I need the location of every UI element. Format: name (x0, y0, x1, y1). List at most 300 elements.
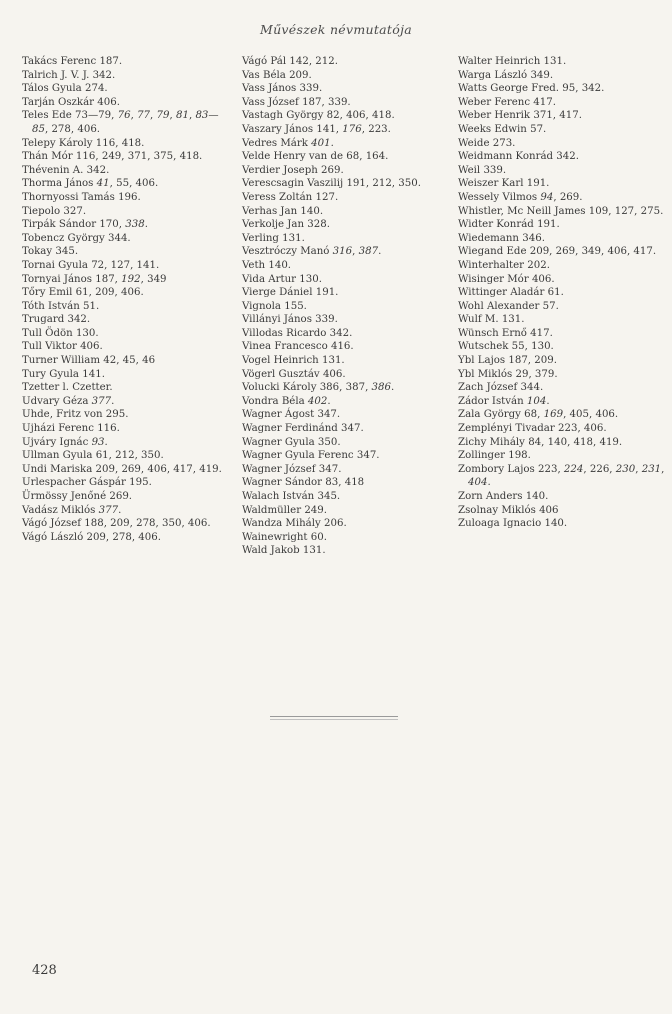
page-ref: 249. (304, 504, 328, 516)
entry-page-refs (311, 532, 327, 543)
entry-name: Trugard (22, 314, 65, 326)
page-ref-italic: 386 (371, 382, 391, 394)
page-ref-italic: 231 (641, 463, 662, 475)
index-entry (242, 340, 452, 354)
page-ref: 131. (282, 232, 305, 244)
entry-page-refs (543, 301, 559, 312)
entry-name: Velde Henry van de (242, 151, 344, 163)
page-ref: 349. (530, 69, 554, 81)
entry-page-refs (108, 233, 131, 244)
page-ref: 51. (83, 300, 100, 312)
page-ref: 223, (538, 463, 564, 475)
page-ref-italic: 404 (468, 477, 488, 489)
index-entry (22, 395, 232, 409)
page-ref: 155. (284, 300, 307, 312)
index-entry (458, 436, 670, 450)
page-ref: 417. (533, 96, 556, 108)
index-entry (22, 531, 232, 545)
page-ref-italic: 104 (526, 395, 547, 407)
entry-page-refs (333, 246, 382, 257)
entry-name: Takács Ferenc (22, 56, 97, 67)
index-entry (242, 55, 452, 69)
index-entry (22, 232, 232, 246)
index-entry (242, 245, 452, 259)
entry-page-refs (483, 165, 506, 176)
index-entry (242, 205, 452, 219)
page-ref: . (378, 246, 382, 258)
entry-name: Warga László (458, 69, 528, 81)
page-ref: 295. (105, 409, 129, 421)
entry-page-refs (307, 219, 330, 230)
entry-page-refs (530, 124, 546, 135)
index-entry (242, 490, 452, 504)
entry-name: Widter Konrád (458, 219, 534, 231)
index-entry (242, 150, 452, 164)
entry-name: Zach József (458, 382, 518, 394)
page-ref: 386, 387, (319, 382, 372, 394)
page-ref: 342. (329, 327, 353, 339)
entry-page-refs (82, 369, 105, 380)
entry-page-refs (76, 151, 202, 162)
entry-name: Wiedemann (458, 232, 519, 244)
entry-page-refs (106, 409, 129, 420)
entry-page-refs (76, 328, 99, 339)
page-ref: 61, 212, 350. (95, 450, 164, 462)
entry-name: Weiszer Karl (458, 178, 524, 190)
page-ref: 209, 269, 406, 417, 419. (95, 463, 222, 475)
entry-name: Tobencz György (22, 232, 105, 244)
entry-name: Thornyossi Tamás (22, 191, 115, 203)
index-entry (458, 123, 670, 137)
entry-page-refs (99, 219, 148, 230)
entry-page-refs (330, 328, 353, 339)
page-ref: 61, 209, 406. (75, 287, 144, 299)
index-entry (22, 273, 232, 287)
page-ref: , 405, 406. (563, 409, 619, 421)
page-ref: 191. (315, 287, 339, 299)
index-entry (458, 273, 670, 287)
entry-page-refs (289, 56, 338, 67)
index-entry (458, 96, 670, 110)
page-ref: 82, 406, 418. (326, 110, 395, 122)
entry-page-refs (93, 70, 116, 81)
entry-name: Tornai Gyula (22, 259, 88, 271)
page-ref: 347. (356, 450, 380, 462)
index-entry (458, 395, 670, 409)
entry-name: Walach István (242, 491, 315, 502)
entry-name: Thévenin A. (22, 164, 84, 176)
page-ref: 57. (542, 300, 559, 312)
page-ref-italic: 94 (540, 191, 554, 203)
page-ref-italic: 169 (543, 409, 564, 421)
index-entry (458, 408, 670, 422)
page-ref: 417. (530, 327, 553, 339)
page-ref: 68, 164. (346, 151, 389, 163)
index-entry (458, 137, 670, 151)
page-ref: 339. (483, 164, 507, 176)
entry-page-refs (320, 382, 395, 393)
index-entry (22, 354, 232, 368)
entry-page-refs (556, 151, 579, 162)
page-ref: 187, 209. (508, 355, 557, 367)
page-ref: , 278, 406. (44, 123, 101, 135)
entry-page-refs (544, 518, 567, 529)
page-ref-italic: 230 (615, 463, 636, 475)
entry-name: Wittinger Aladár (458, 287, 545, 299)
entry-name: Thorma János (22, 178, 94, 190)
entry-name: Vedres Márk (242, 137, 308, 149)
page-ref: 116, 418. (95, 137, 145, 149)
page-ref-italic: 41 (96, 178, 110, 190)
page-ref-italic: 401 (311, 137, 331, 149)
entry-page-refs (508, 355, 557, 366)
entry-name: Vierge Dániel (242, 287, 313, 299)
entry-name: Tőry Emil (22, 287, 73, 299)
page-ref: 84, 140, 418, 419. (528, 436, 623, 448)
entry-name: Teles Ede (22, 110, 72, 122)
index-entry (242, 109, 452, 123)
page-ref: 55, 130. (511, 341, 554, 353)
page-ref-italic: 192 (121, 273, 141, 285)
entry-page-refs (96, 138, 145, 149)
index-entry (242, 273, 452, 287)
page-ref-italic: 377 (98, 504, 119, 516)
index-entry (242, 259, 452, 273)
entry-page-refs (85, 83, 108, 94)
page-ref: 342. (92, 69, 116, 81)
page-ref: , 269. (553, 191, 583, 203)
entry-page-refs (527, 178, 550, 189)
page-ref-italic: 79 (156, 110, 170, 122)
entry-name: Villányi János (242, 314, 312, 326)
entry-page-refs (299, 274, 322, 285)
index-entry (242, 422, 452, 436)
entry-page-refs (324, 518, 347, 529)
entry-page-refs (502, 314, 525, 325)
entry-name: Weber Ferenc (458, 96, 531, 108)
entry-page-refs (316, 124, 391, 135)
entry-name: Wohl Alexander (458, 300, 540, 312)
index-entry (458, 463, 670, 490)
index-entry (458, 191, 670, 205)
entry-page-refs (91, 260, 159, 271)
page-ref: . (111, 395, 115, 407)
entry-page-refs (99, 505, 122, 516)
index-entry (22, 368, 232, 382)
entry-page-refs (532, 274, 555, 285)
entry-name: Wagner Sándor (242, 477, 323, 489)
page-ref: 187, 339. (302, 96, 351, 108)
index-entry (22, 218, 232, 232)
index-entry (22, 150, 232, 164)
entry-page-refs (99, 56, 122, 67)
entry-name: Zádor István (458, 395, 524, 407)
entry-name: Volucki Károly (242, 382, 317, 394)
entry-name: Veress Zoltán (242, 191, 313, 203)
entry-page-refs (282, 233, 305, 244)
entry-name: Vogel Heinrich (242, 355, 319, 367)
index-entry (458, 164, 670, 178)
entry-name: Ybl Miklós (458, 368, 513, 380)
page-ref: 346. (522, 232, 545, 244)
page-ref: 406 (539, 504, 559, 516)
entry-name: Wünsch Ernő (458, 327, 527, 339)
page-ref: 83, 418 (325, 477, 365, 489)
entry-page-refs (533, 110, 582, 121)
page-ref: 116, 249, 371, 375, 418. (75, 151, 203, 163)
page-ref: , 349 (140, 273, 167, 285)
entry-name: Vágó Pál (242, 56, 287, 67)
index-entry (22, 436, 232, 450)
index-entry (458, 259, 670, 273)
page-number: 428 (32, 963, 57, 978)
page-ref: 72, 127, 141. (91, 259, 160, 271)
index-entry (458, 286, 670, 300)
entry-name: Ürmössy Jenőné (22, 491, 107, 502)
page-ref: 350. (317, 436, 341, 448)
entry-page-refs (96, 450, 164, 461)
page-ref: 209, 269, 349, 406, 417. (529, 246, 657, 258)
entry-name: Vögerl Gusztáv (242, 368, 320, 380)
index-entry (22, 164, 232, 178)
entry-page-refs (84, 518, 210, 529)
entry-page-refs (515, 369, 557, 380)
page-ref: 209. (289, 69, 312, 81)
entry-page-refs (530, 246, 656, 257)
entry-page-refs (95, 274, 166, 285)
page-ref: 73—79, (75, 110, 118, 122)
index-entry (22, 449, 232, 463)
entry-page-refs (539, 505, 558, 516)
entry-name: Tull Ödön (22, 327, 73, 339)
entry-name: Vaszary János (242, 123, 314, 135)
index-entry (22, 327, 232, 341)
entry-name: Zemplényi Tivadar (458, 423, 555, 435)
page-ref-italic: 76 (117, 110, 131, 122)
page-ref: 206. (324, 518, 347, 530)
entry-page-refs (544, 56, 567, 67)
page-ref: 130. (299, 273, 322, 285)
index-entry (22, 259, 232, 273)
entry-name: Zsolnay Miklós (458, 504, 536, 516)
entry-page-refs (346, 178, 421, 189)
entry-name: Winterhalter (458, 259, 524, 271)
page-ref: 109, 127, 275. (588, 205, 664, 217)
index-entry (458, 340, 670, 354)
index-entry (242, 463, 452, 477)
entry-name: Verkolje Jan (242, 219, 305, 231)
index-entry (242, 436, 452, 450)
entry-name: Tury Gyula (22, 368, 80, 380)
entry-name: Vondra Béla (242, 395, 305, 407)
entry-page-refs (92, 437, 108, 448)
entry-name: Tzetter l. Czetter. (22, 382, 113, 394)
entry-page-refs (508, 450, 531, 461)
page-ref: 274. (84, 83, 108, 95)
entry-name: Uhde, Fritz von (22, 409, 103, 421)
page-ref-italic: 81 (175, 110, 189, 122)
entry-name: Wagner József (242, 463, 316, 475)
entry-name: Wagner Gyula (242, 436, 315, 448)
entry-name: Wisinger Mór (458, 273, 529, 285)
entry-page-refs (315, 314, 338, 325)
entry-name: Vesztróczy Manó (242, 246, 330, 258)
index-entry (242, 218, 452, 232)
entry-name: Vinea Francesco (242, 341, 328, 353)
entry-page-refs (129, 477, 152, 488)
entry-page-refs (528, 437, 622, 448)
entry-page-refs (303, 545, 326, 556)
page-ref: 406. (531, 273, 555, 285)
index-entry (22, 177, 232, 191)
entry-name: Ujházi Ferenc (22, 423, 94, 435)
entry-page-refs (341, 423, 364, 434)
index-entry (22, 381, 232, 395)
page-ref: 345. (55, 246, 79, 258)
entry-page-refs (558, 423, 607, 434)
page-ref: 344. (520, 382, 544, 394)
index-entry (458, 449, 670, 463)
page-ref: 345. (317, 491, 341, 502)
entry-name: Vadász Miklós (22, 504, 96, 516)
entry-page-refs (548, 287, 564, 298)
entry-name: Vida Artur (242, 273, 297, 285)
page-ref: . (327, 395, 331, 407)
entry-page-refs (357, 450, 380, 461)
entry-page-refs (589, 206, 664, 217)
page-ref-italic: 377 (91, 395, 112, 407)
page-ref: 42, 45, 46 (103, 355, 156, 367)
index-entry (458, 69, 670, 83)
page-ref: 131. (501, 314, 525, 326)
entry-page-refs (540, 192, 582, 203)
page-ref: 196. (118, 191, 141, 203)
index-entry (458, 232, 670, 246)
entry-page-refs (562, 83, 604, 94)
page-ref: 269. (321, 164, 344, 176)
entry-page-refs (103, 355, 155, 366)
page-ref: 60. (310, 531, 327, 543)
entry-name: Wainewright (242, 531, 308, 543)
index-entry (458, 327, 670, 341)
page-ref-italic: 224 (563, 463, 584, 475)
page-ref: . (144, 219, 148, 231)
page-ref: 342. (86, 164, 110, 176)
entry-page-refs (87, 165, 110, 176)
index-entry (458, 218, 670, 232)
entry-page-refs (118, 192, 141, 203)
index-entry (22, 137, 232, 151)
entry-name: Talrich J. V. J. (22, 69, 90, 81)
page-ref: 273. (492, 137, 516, 149)
index-entry (22, 69, 232, 83)
entry-name: Ullman Gyula (22, 450, 93, 462)
entry-name: Tornyai János (22, 273, 92, 285)
index-column-3 (458, 55, 670, 531)
page-ref: 406. (80, 341, 103, 353)
entry-name: Vágó László (22, 531, 84, 543)
page-ref: , (661, 463, 665, 475)
page-ref: 223, 406. (558, 423, 607, 435)
index-entry (22, 313, 232, 327)
index-entry (458, 422, 670, 436)
entry-page-refs (268, 260, 291, 271)
page-ref: 344. (107, 232, 131, 244)
index-entry (458, 368, 670, 382)
end-rule-second (270, 719, 398, 720)
entry-page-refs (97, 97, 120, 108)
entry-name: Tull Viktor (22, 341, 77, 353)
entry-name: Tokay (22, 246, 53, 258)
index-entry (242, 544, 452, 558)
entry-name: Vignola (242, 300, 281, 312)
page-ref: 187, (95, 273, 122, 285)
page-ref: . (104, 436, 108, 448)
entry-name: Wandza Mihály (242, 518, 321, 530)
index-entry (22, 205, 232, 219)
index-entry (458, 300, 670, 314)
index-entry (242, 82, 452, 96)
page-ref: , 223. (361, 123, 391, 135)
entry-page-refs (318, 437, 341, 448)
index-entry (22, 490, 232, 504)
page-ref: 57. (530, 123, 547, 135)
page-ref: . (391, 382, 395, 394)
page-ref-italic: 83—85 (32, 110, 219, 135)
index-entry (242, 177, 452, 191)
entry-name: Vastagh György (242, 110, 324, 122)
entry-name: Watts George Fred. (458, 83, 559, 95)
entry-page-refs (527, 260, 550, 271)
page-ref: , (130, 110, 138, 122)
entry-name: Vass József (242, 96, 299, 108)
page-ref: 209, 278, 406. (86, 531, 161, 543)
page-ref: 269. (109, 491, 133, 502)
entry-page-refs (527, 396, 550, 407)
entry-page-refs (83, 301, 99, 312)
index-entry (458, 82, 670, 96)
entry-page-refs (316, 192, 339, 203)
page-ref: 131. (321, 355, 345, 367)
index-entry (458, 313, 670, 327)
entry-page-refs (521, 382, 544, 393)
entry-name: Vas Béla (242, 69, 286, 81)
page-ref: , (150, 110, 157, 122)
entry-name: Turner William (22, 355, 100, 367)
entry-page-refs (317, 409, 340, 420)
page-ref: 188, 209, 278, 350, 406. (84, 518, 211, 530)
page-ref: . (330, 137, 334, 149)
entry-name: Weide (458, 137, 490, 149)
entry-name: Waldmüller (242, 504, 302, 516)
page-ref: 347. (318, 463, 342, 475)
index-entry (458, 245, 670, 259)
page-ref: . (118, 504, 122, 516)
entry-page-refs (327, 110, 395, 121)
page-ref-italic: 316 (332, 246, 353, 258)
index-entry (242, 517, 452, 531)
entry-page-refs (308, 396, 331, 407)
entry-name: Tálos Gyula (22, 83, 82, 95)
entry-name: Wiegand Ede (458, 246, 527, 258)
page-ref: 339. (315, 314, 338, 326)
page-ref-italic: 93 (91, 436, 105, 448)
index-entry (242, 300, 452, 314)
page-ref: 327. (63, 205, 87, 217)
page-ref: 339. (299, 83, 323, 95)
page-ref: , (635, 463, 642, 475)
entry-page-refs (325, 477, 364, 488)
